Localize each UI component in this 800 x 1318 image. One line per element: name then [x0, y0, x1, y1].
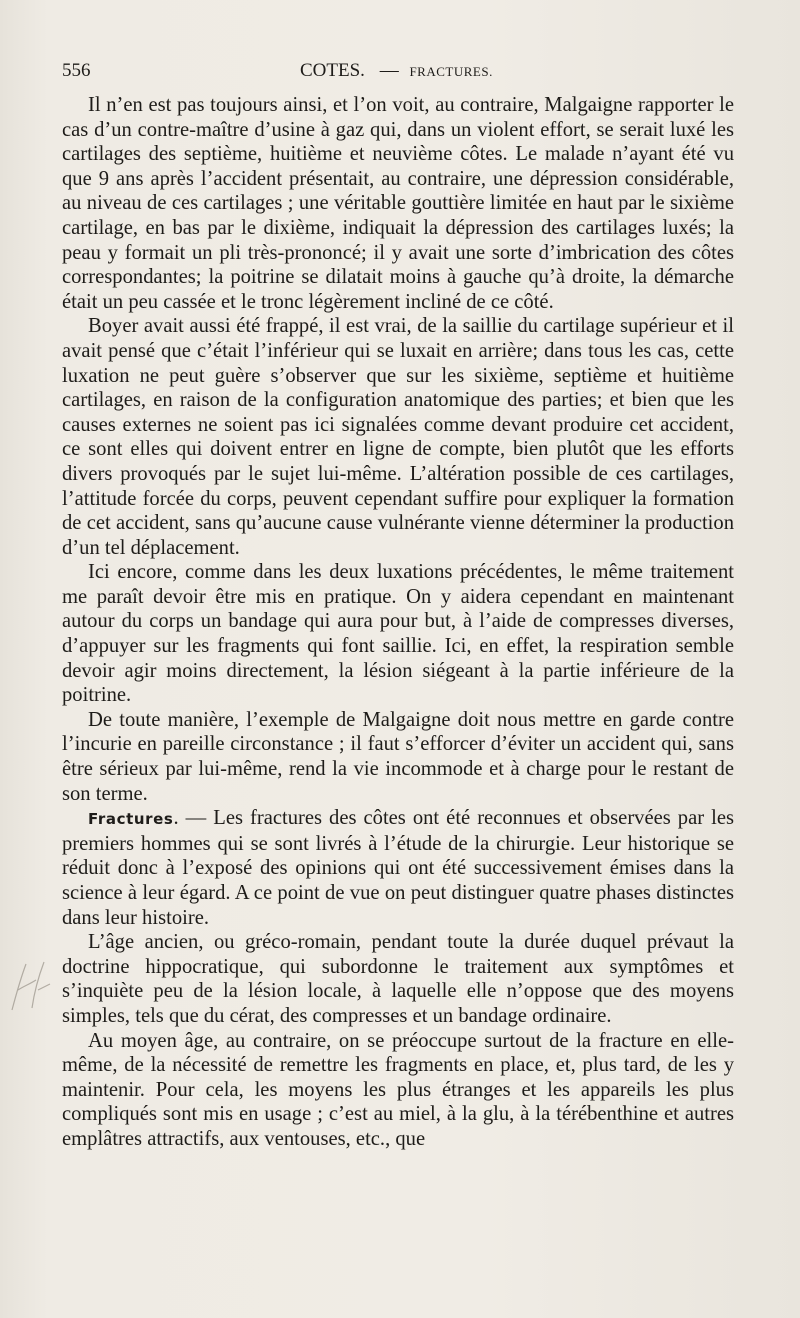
section-heading-separator: . —: [173, 807, 214, 830]
running-subtitle: FRACTURES.: [409, 64, 493, 79]
page-number: 556: [62, 60, 91, 81]
running-dash: —: [379, 60, 399, 81]
paragraph-ancient-age: L’âge ancien, ou gréco-romain, pendant toute la durée duquel prévaut la doctrine hippocratique, qui subordonne le traitement aux symptômes et s’inquiète peu de la lésion locale, à laquelle elle n’oppose que des moyens simples, tels que du cérat, des compresses et un bandage ordinaire.: [62, 931, 734, 1027]
paragraph-treatment: Ici encore, comme dans les deux luxations précédentes, le même traitement me paraît devoir être mis en pratique. On y aidera cependant en maintenant autour du corps un bandage qui aura pour but, à l’aide de compresses diverses, d’appuyer sur les fragments qui font saillie. Ici, en effet, la respiration semble devoir agir moins directement, la lésion siégeant à la partie inférieure de la poitrine.: [62, 561, 734, 707]
running-head: [300, 60, 493, 82]
paragraph-middle-ages: Au moyen âge, au contraire, on se préoccupe surtout de la fracture en elle-même, de la nécessité de remettre les fragments en place, et, plus tard, de les y maintenir. Pour cela, les moyens les plus étranges et les appareils les plus compliqués sont mis en usage ; c’est au miel, à la glu, à la térébenthine et autres emplâtres attractifs, aux ventouses, etc., que: [62, 1029, 734, 1150]
paragraph-fractures: [62, 806, 734, 930]
paragraph-fractures-text: Les fractures des côtes ont été reconnues et observées par les premiers hommes qui se sont livrés à l’étude de la chirurgie. Leur historique se réduit donc à l’exposé des opinions qui ont été successivement émises dans la science à leur égard. A ce point de vue on peut distinguer quatre phases distinctes dans leur histoire.: [62, 807, 734, 929]
running-title: COTES.: [300, 60, 365, 81]
section-heading-fractures: Fractures: [88, 810, 174, 829]
handwritten-margin-mark: [4, 950, 54, 1020]
page-body: [62, 93, 734, 1152]
paragraph-boyer: Boyer avait aussi été frappé, il est vrai, de la saillie du cartilage supérieur et il avait pensé que c’était l’inférieur qui se luxait en arrière; dans tous les cas, cette luxation ne peut guère s’observer que sur les sixième, septième et huitième cartilages, en raison de la configuration anatomique des parties; et bien que les causes externes ne soient pas ici signalées comme devant produire cet accident, ce sont elles qui doivent entrer en ligne de compte, bien plutôt que les efforts divers provoqués par le sujet lui-même. L’altération possible de ces cartilages, l’attitude forcée du corps, peuvent cependant suffire pour expliquer la formation de cet accident, sans qu’aucune cause vulnérante vienne déterminer la production d’un tel déplacement.: [62, 315, 734, 559]
page-header: [62, 58, 734, 88]
paragraph-warning: De toute manière, l’exemple de Malgaigne doit nous mettre en garde contre l’incurie en pareille circonstance ; il faut s’efforcer d’éviter un accident qui, sans être sérieux par lui-même, rend la vie incommode et à charge pour le restant de son terme.: [62, 708, 734, 805]
paragraph-malgaigne-case: Il n’en est pas toujours ainsi, et l’on voit, au contraire, Malgaigne rapporter le cas d’un contre-maître d’usine à gaz qui, dans un violent effort, se serait luxé les cartilages des septième, huitième et neuvième côtes. Le malade n’ayant été vu que 9 ans après l’accident présentait, au contraire, une dépression considérable, au niveau de ces cartilages ; une véritable gouttière limitée en haut par le sixième cartilage, en bas par le dixième, indiquait la dépression des cartilages luxés; la peau y formait un pli très-prononcé; il y avait une sorte d’imbrication des côtes correspondantes; la poitrine se dilatait moins à gauche qu’à droite, la démarche était un peu cassée et le tronc légèrement incliné de ce côté.: [62, 94, 734, 313]
